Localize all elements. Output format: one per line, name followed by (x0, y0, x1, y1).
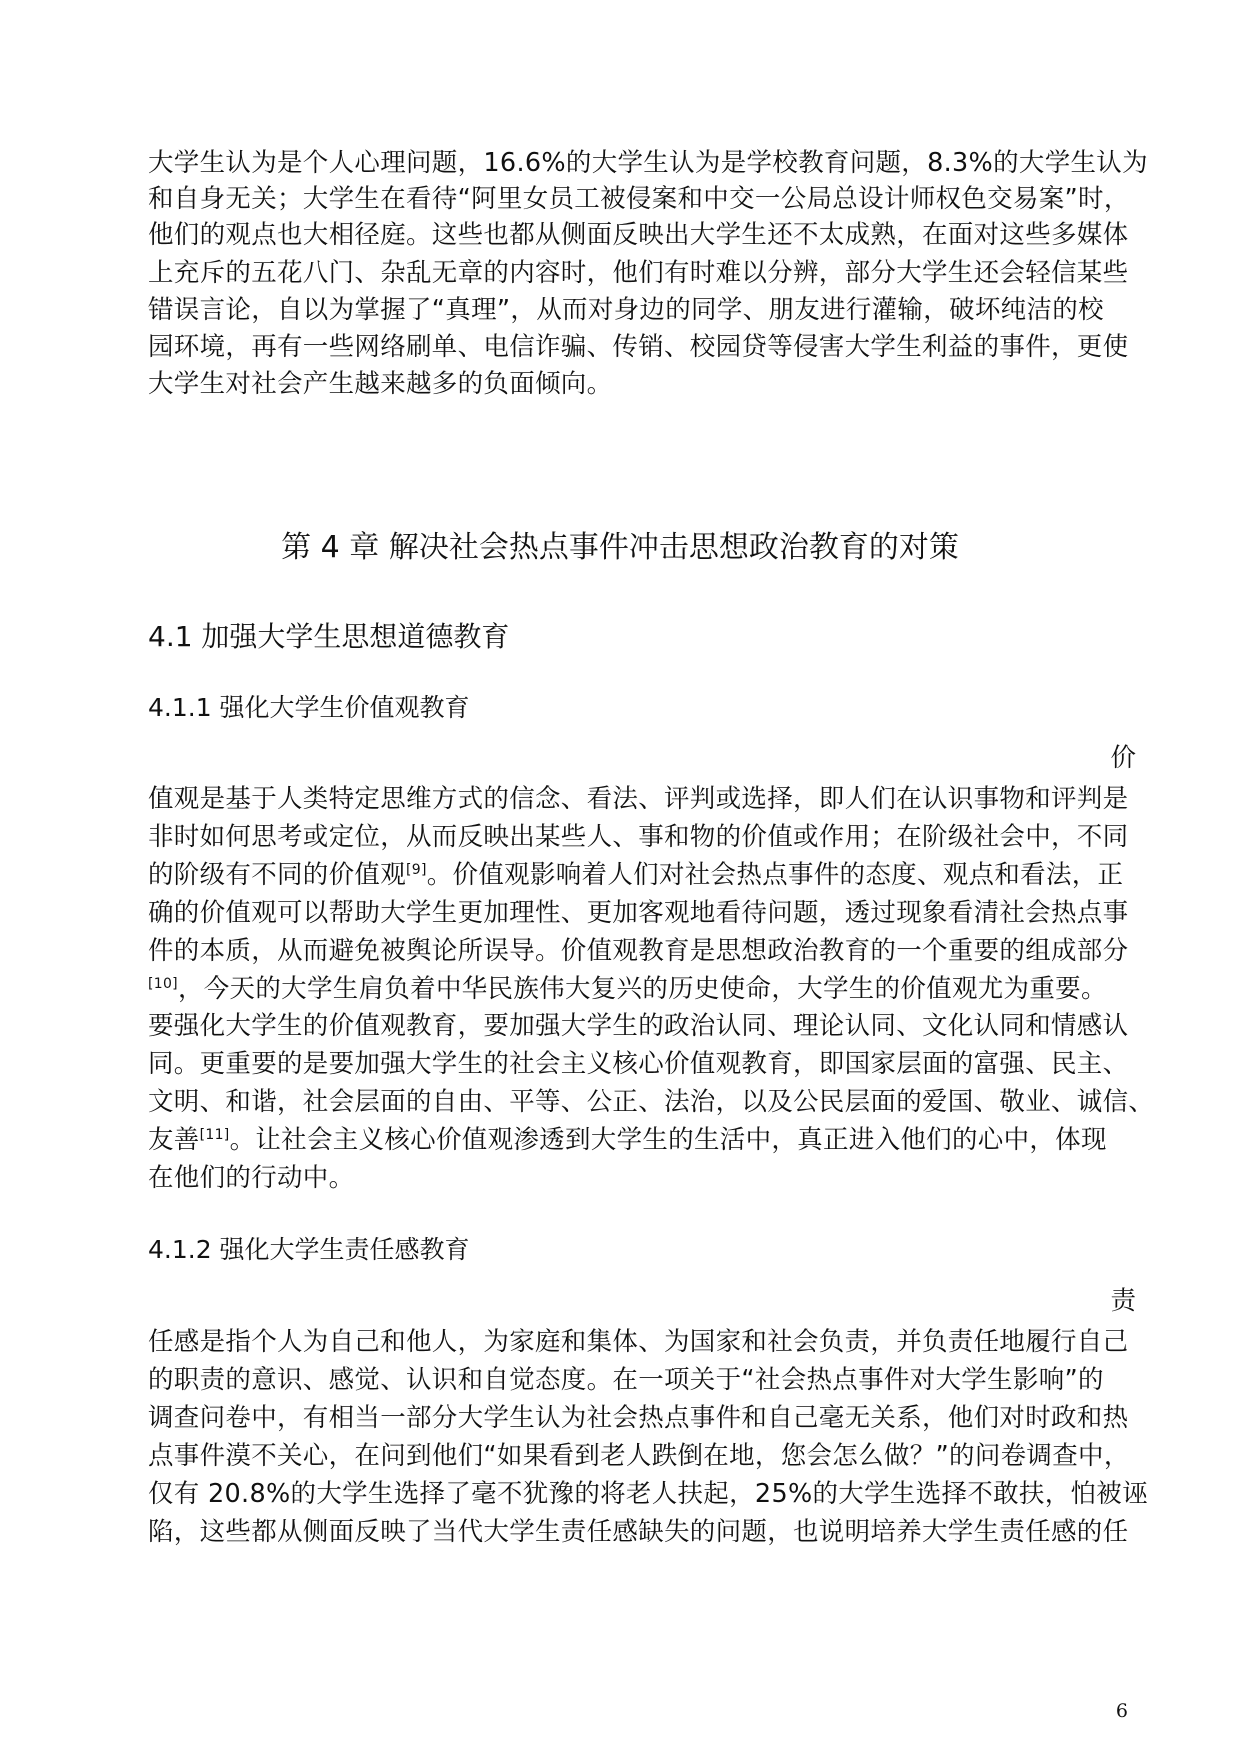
section-title: 4.1 加强大学生思想道德教育 (148, 620, 510, 653)
subsection-title-4-1-1: 4.1.1 强化大学生价值观教育 (148, 693, 470, 722)
sub1-line-11: 在他们的行动中。 (148, 1163, 355, 1193)
sub1-line-2: 非时如何思考或定位，从而反映出某些人、事和物的价值或作用；在阶级社会中，不同 (148, 822, 1129, 852)
sub1-line-8: 同。更重要的是要加强大学生的社会主义核心价值观教育，即国家层面的富强、民主、 (148, 1049, 1129, 1079)
para1-line-2: 和自身无关；大学生在看待“阿里女员工被侵案和中交一公局总设计师权色交易案”时， (148, 184, 1130, 214)
citation-10: [10] (148, 976, 178, 992)
sub1-lead-char: 价 (1110, 743, 1136, 773)
sub1-line-4: 确的价值观可以帮助大学生更加理性、更加客观地看待问题，透过现象看清社会热点事 (148, 898, 1129, 928)
sub2-line-2: 的职责的意识、感觉、认识和自觉态度。在一项关于“社会热点事件对大学生影响”的 (148, 1365, 1104, 1395)
sub1-line-3a: 的阶级有不同的价值观 (148, 860, 407, 890)
sub1-line-5: 件的本质，从而避免被舆论所误导。价值观教育是思想政治教育的一个重要的组成部分 (148, 936, 1129, 966)
para1-line-4: 上充斥的五花八门、杂乱无章的内容时，他们有时难以分辨，部分大学生还会轻信某些 (148, 258, 1129, 288)
sub2-line-4: 点事件漠不关心，在问到他们“如果看到老人跌倒在地，您会怎么做？”的问卷调查中， (148, 1441, 1130, 1471)
sub2-line-6: 陷，这些都从侧面反映了当代大学生责任感缺失的问题，也说明培养大学生责任感的任 (148, 1517, 1129, 1547)
sub1-line-7: 要强化大学生的价值观教育，要加强大学生的政治认同、理论认同、文化认同和情感认 (148, 1011, 1129, 1041)
page-number: 6 (1115, 1700, 1128, 1722)
para1-line-5: 错误言论，自以为掌握了“真理”，从而对身边的同学、朋友进行灌输，破坏纯洁的校 (148, 295, 1104, 325)
citation-9: [9] (406, 862, 427, 878)
para1-line-3: 他们的观点也大相径庭。这些也都从侧面反映出大学生还不太成熟，在面对这些多媒体 (148, 220, 1129, 250)
sub2-line-3: 调查问卷中，有相当一部分大学生认为社会热点事件和自己毫无关系，他们对时政和热 (148, 1403, 1129, 1433)
sub1-line-6 (148, 969, 1107, 1005)
sub1-line-6-text: ，今天的大学生肩负着中华民族伟大复兴的历史使命，大学生的价值观尤为重要。 (177, 974, 1107, 1004)
sub2-lead-char: 责 (1110, 1286, 1136, 1316)
sub1-line-10a: 友善 (148, 1125, 200, 1155)
sub1-line-10 (148, 1120, 1107, 1156)
sub1-line-3b: 。价值观影响着人们对社会热点事件的态度、观点和看法，正 (426, 860, 1124, 890)
sub1-line-1: 值观是基于人类特定思维方式的信念、看法、评判或选择，即人们在认识事物和评判是 (148, 784, 1129, 814)
sub1-line-9: 文明、和谐，社会层面的自由、平等、公正、法治，以及公民层面的爱国、敬业、诚信、 (148, 1087, 1155, 1117)
para1-line-1: 大学生认为是个人心理问题，16.6%的大学生认为是学校教育问题，8.3%的大学生认为 (148, 148, 1148, 178)
para1-line-7: 大学生对社会产生越来越多的负面倾向。 (148, 369, 613, 399)
sub1-line-10b: 。让社会主义核心价值观渗透到大学生的生活中，真正进入他们的心中，体现 (229, 1125, 1107, 1155)
sub2-line-5: 仅有 20.8%的大学生选择了毫不犹豫的将老人扶起，25%的大学生选择不敢扶，怕被诬 (148, 1479, 1148, 1509)
para1-line-6: 园环境，再有一些网络刷单、电信诈骗、传销、校园贷等侵害大学生利益的事件，更使 (148, 332, 1129, 362)
citation-11: [11] (199, 1127, 230, 1143)
sub1-line-3 (148, 855, 1123, 891)
chapter-title: 第 4 章 解决社会热点事件冲击思想政治教育的对策 (281, 530, 959, 565)
subsection-title-4-1-2: 4.1.2 强化大学生责任感教育 (148, 1235, 470, 1264)
sub2-line-1: 任感是指个人为自己和他人，为家庭和集体、为国家和社会负责，并负责任地履行自己 (148, 1327, 1129, 1357)
